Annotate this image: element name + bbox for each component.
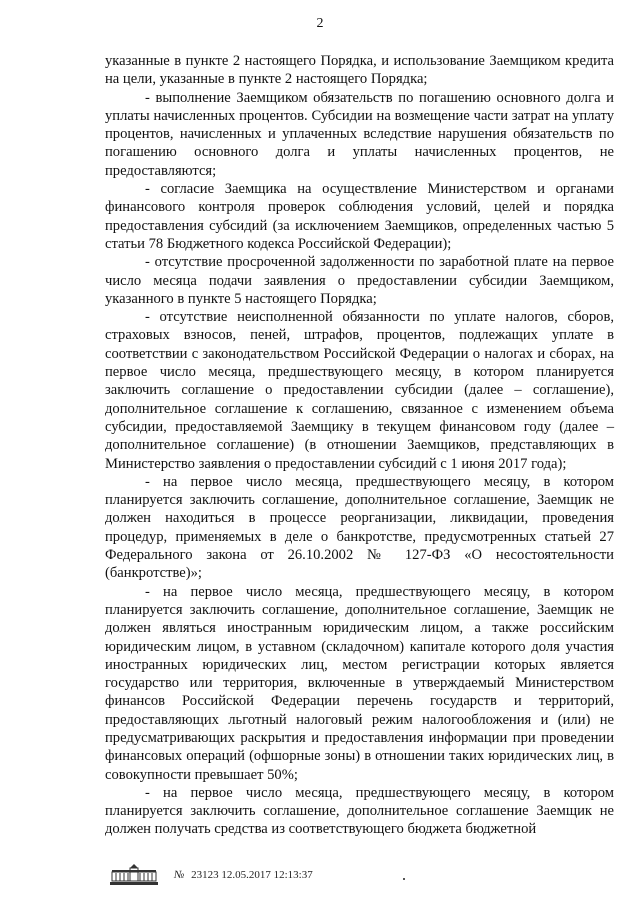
paragraph: указанные в пункте 2 настоящего Порядка, и использование Заемщиком кредита на цели, указанные в пункте 2 настоящего Порядка; [105, 53, 614, 88]
paragraph: - на первое число месяца, предшествующего месяцу, в котором планируется заключить соглашение, дополнительное соглашение Заемщик не должен получать средства из соответствующего бюджета бюджетной [105, 784, 614, 838]
building-emblem-icon [108, 863, 160, 887]
paragraph: - выполнение Заемщиком обязательств по погашению основного долга и уплаты начисленных процентов. Субсидии на возмещение части затрат на уплату процентов, начисленных и уплаченных вследствие нарушения обязательств по погашению основного долга и уплаты начисленных процентов, не предоставляются; [105, 89, 614, 179]
paragraph: - согласие Заемщика на осуществление Министерством и органами финансового контроля проверок соблюдения условий, целей и порядка предоставления субсидий (за исключением Заемщиков, определенных частью 5 статьи 78 Бюджетного кодекса Российской Федерации); [105, 181, 614, 252]
paragraph: - отсутствие просроченной задолженности по заработной плате на первое число месяца подачи заявления о предоставлении субсидии Заемщиком, указанного в пункте 5 настоящего Порядка; [105, 254, 614, 307]
document-number: 23123 [191, 869, 219, 881]
paragraph: - на первое число месяца, предшествующего месяцу, в котором планируется заключить соглашение, дополнительное соглашение, Заемщик не должен являться иностранным юридическим лицом, а также российским юридическим лицом, в уставном (складочном) капитале которого доля участия иностранных юридических лиц, местом регистрации которых является государство или территория, включенные в утверждаемый Министерством финансов Российской Федерации перечень государств и территорий, предоставляющих льготный налоговый режим налогообложения и (или) не предусматривающих раскрытия и предоставления информации при проведении финансовых операций (офшорные зоны) в отношении таких юридических лиц, в совокупности превышает 50%; [105, 583, 614, 783]
registration-stamp [174, 869, 313, 881]
document-body [105, 52, 614, 839]
page-number: 2 [316, 16, 324, 31]
timestamp: 12.05.2017 12:13:37 [221, 869, 313, 881]
paragraph: - отсутствие неисполненной обязанности по уплате налогов, сборов, страховых взносов, пеней, штрафов, процентов, подлежащих уплате в соответствии с законодательством Российской Федерации о налогах и сборах, на первое число месяца, предшествующего месяцу, в котором планируется заключить соглашение о предоставлении субсидии (далее – соглашение), дополнительное соглашение к соглашению, связанное с изменением объема субсидии, предоставляемой Заемщику в текущем финансовом году (далее – дополнительное соглашение) (в отношении Заемщиков, представляющих в Министерство заявления о предоставлении субсидий с 1 июня 2017 года); [105, 309, 614, 472]
scan-speck [403, 878, 405, 880]
registration-footer [108, 862, 313, 888]
paragraph: - на первое число месяца, предшествующего месяцу, в котором планируется заключить соглашение, дополнительное соглашение, Заемщик не должен находиться в процессе реорганизации, ликвидации, проведения процедур, применяемых в деле о банкротстве, предусмотренных статьей 27 Федерального закона от 26.10.2002 № 127-ФЗ «О несостоятельности (банкротстве)»; [105, 473, 614, 582]
number-sign: № [174, 869, 185, 881]
